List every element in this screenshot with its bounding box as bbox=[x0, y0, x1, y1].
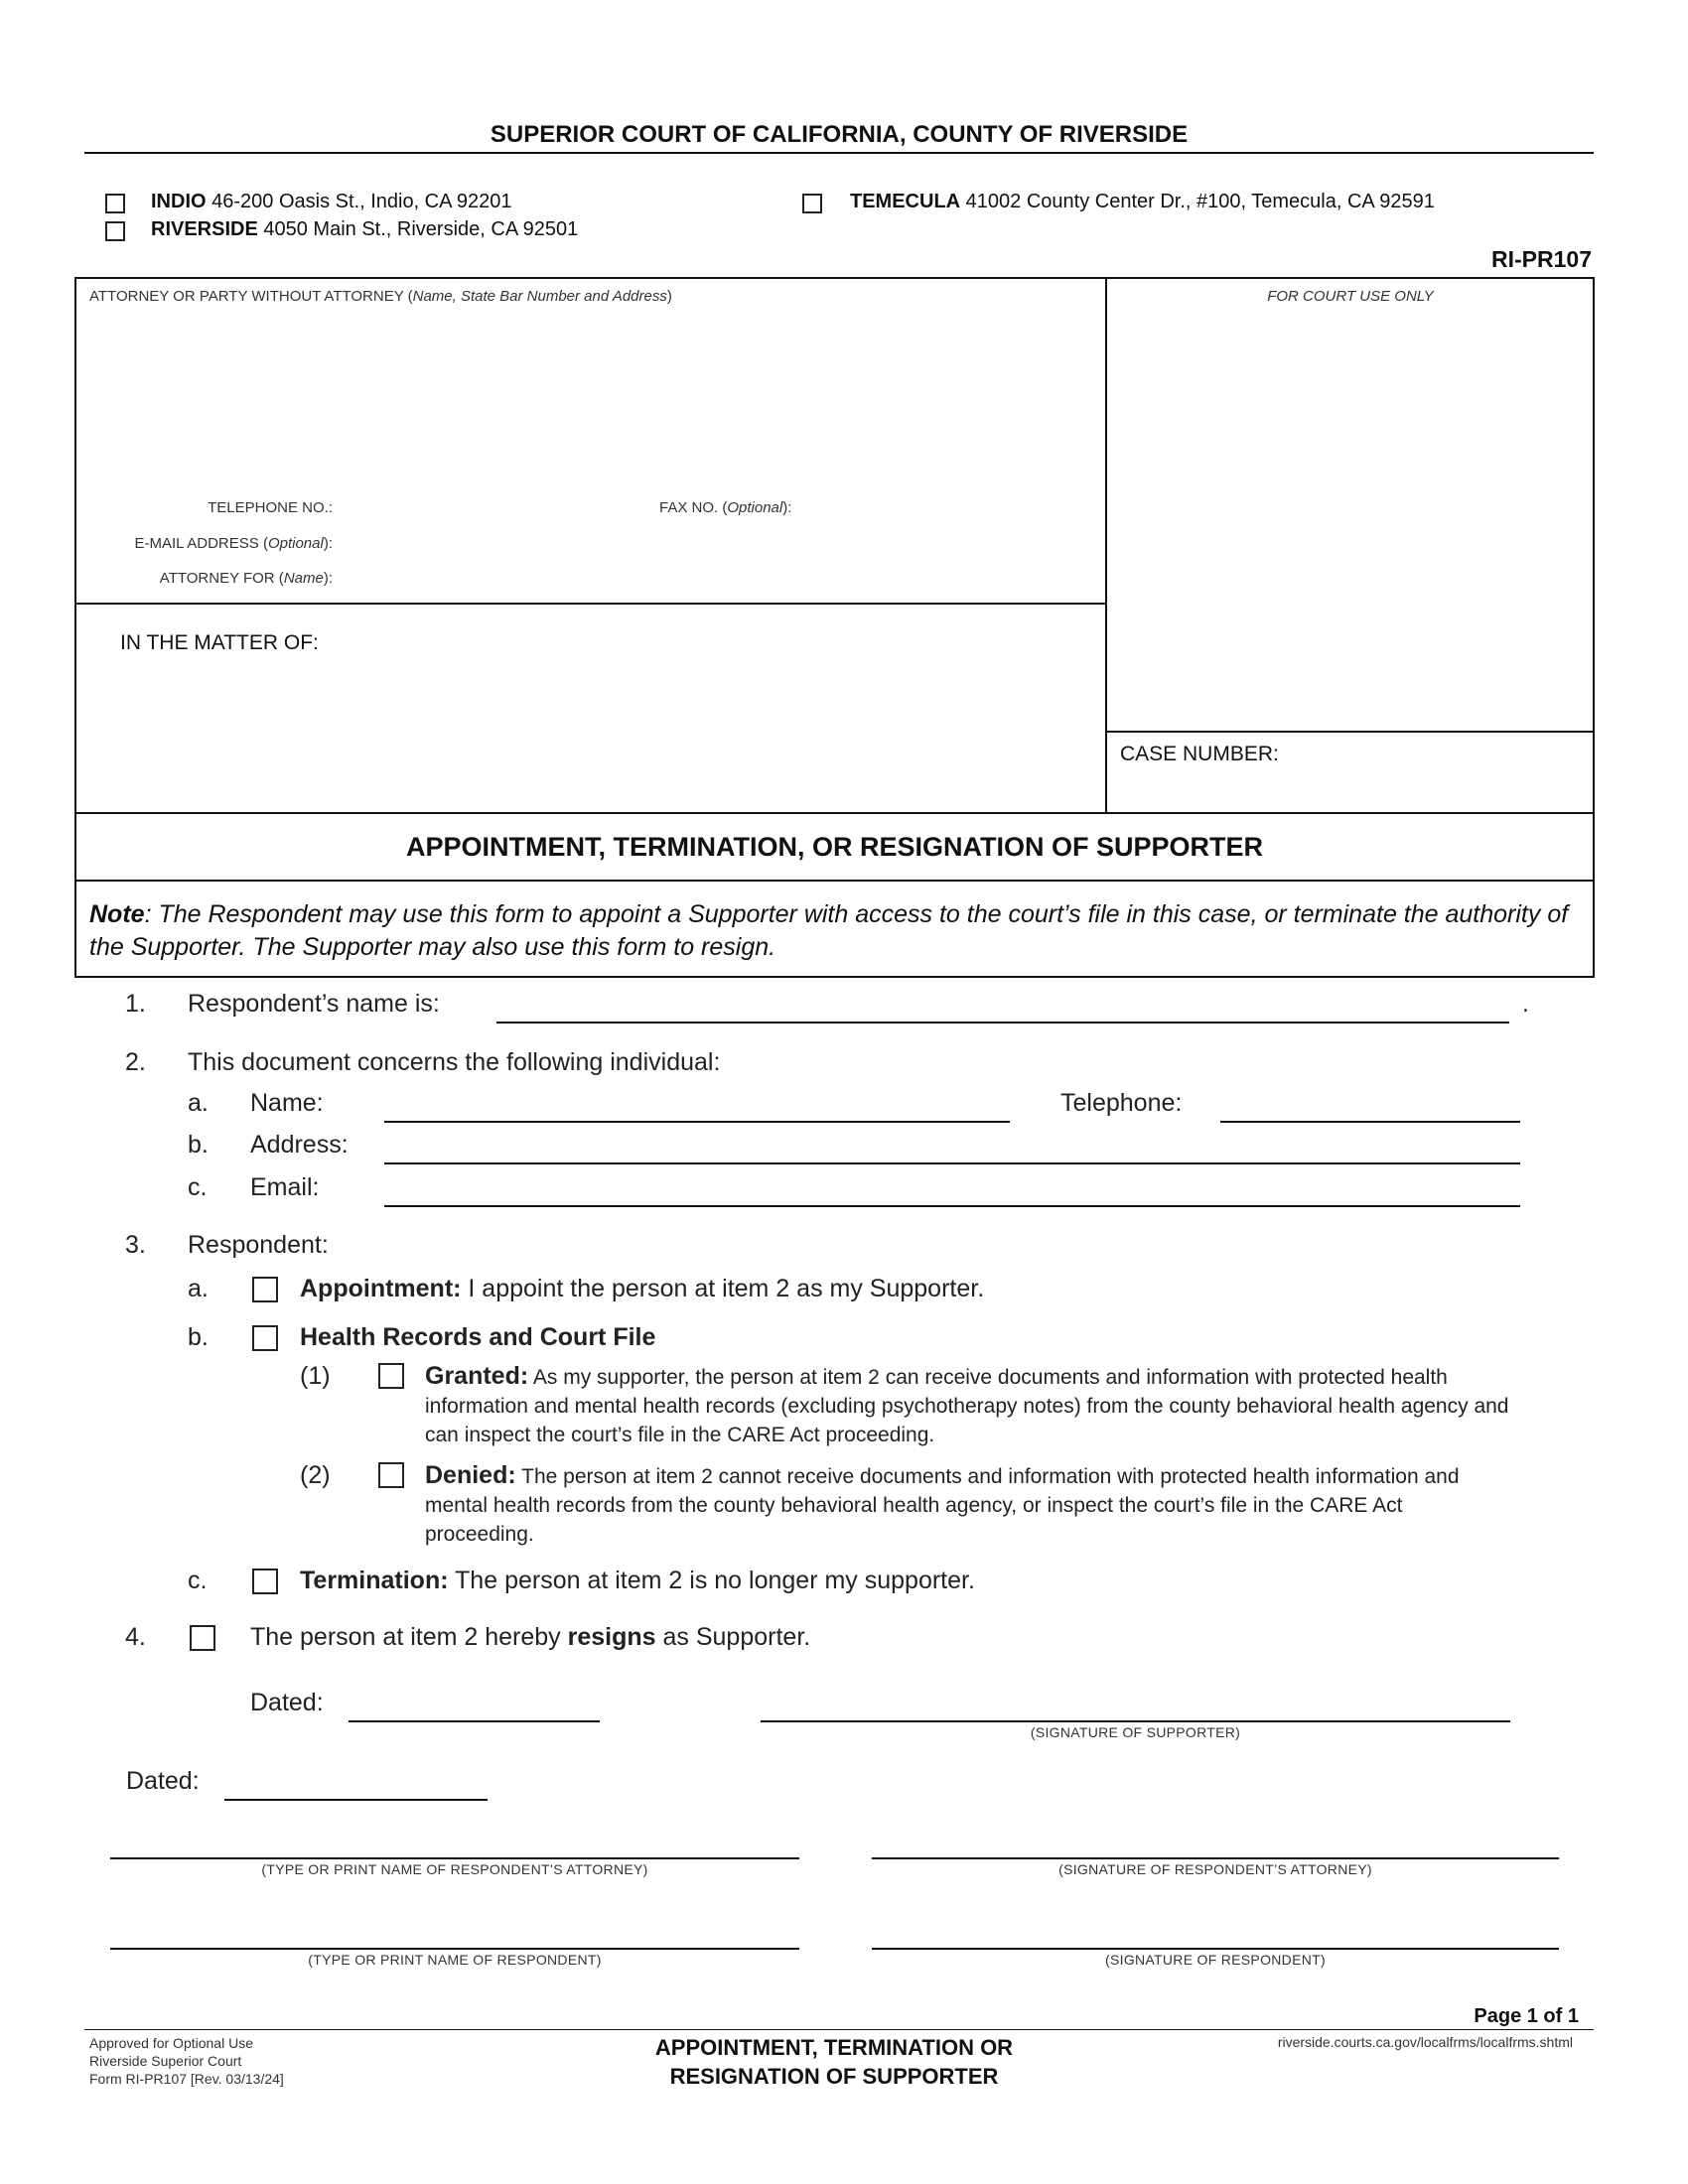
riverside-location bbox=[151, 218, 578, 241]
item2c-letter: c. bbox=[188, 1173, 208, 1201]
item2a-letter: a. bbox=[188, 1089, 209, 1117]
item3b-heading: Health Records and Court File bbox=[300, 1323, 656, 1351]
respondent-name-field[interactable] bbox=[496, 1022, 1509, 1024]
item2-label: This document concerns the following individual: bbox=[188, 1048, 721, 1076]
note bbox=[89, 898, 1584, 964]
respondent-date-field[interactable] bbox=[224, 1799, 488, 1801]
individual-email-field[interactable] bbox=[384, 1205, 1520, 1207]
respondent-dated-label: Dated: bbox=[126, 1767, 200, 1795]
footer-url[interactable]: riverside.courts.ca.gov/localfrms/localfrms.shtml bbox=[1277, 2034, 1573, 2050]
supporter-date-field[interactable] bbox=[349, 1720, 600, 1722]
respondent-signature-field[interactable] bbox=[872, 1948, 1559, 1950]
footer-rule bbox=[84, 2029, 1594, 2030]
item3c-text: Termination: The person at item 2 is no longer my supporter. bbox=[300, 1567, 975, 1594]
header-rule bbox=[84, 152, 1594, 154]
riverside-name: RIVERSIDE bbox=[151, 218, 258, 240]
respondent-name-caption: (TYPE OR PRINT NAME OF RESPONDENT) bbox=[308, 1952, 602, 1968]
title-bottom-rule bbox=[74, 880, 1595, 882]
item1-end: . bbox=[1522, 990, 1529, 1018]
resp-attorney-name-field[interactable] bbox=[110, 1857, 799, 1859]
item3-number: 3. bbox=[125, 1231, 146, 1259]
fax-label: FAX NO. (Optional): bbox=[659, 499, 792, 516]
attorney-box-label: ATTORNEY OR PARTY WITHOUT ATTORNEY (Name, State Bar Number and Address) bbox=[89, 288, 672, 305]
individual-name-field[interactable] bbox=[384, 1121, 1010, 1123]
temecula-location bbox=[850, 191, 1435, 213]
item3b2-number: (2) bbox=[300, 1461, 331, 1489]
attorney-matter-divider bbox=[74, 603, 1107, 605]
granted-checkbox[interactable] bbox=[378, 1363, 404, 1389]
individual-address-field[interactable] bbox=[384, 1162, 1520, 1164]
item2c-label: Email: bbox=[250, 1173, 320, 1201]
footer-title: APPOINTMENT, TERMINATION OR RESIGNATION OF SUPPORTER bbox=[654, 2035, 1014, 2089]
court-title: SUPERIOR COURT OF CALIFORNIA, COUNTY OF RIVERSIDE bbox=[490, 121, 1189, 148]
matter-label: IN THE MATTER OF: bbox=[120, 631, 319, 654]
email-label: E-MAIL ADDRESS (Optional): bbox=[134, 535, 333, 552]
court-use-divider bbox=[1105, 277, 1107, 814]
riverside-checkbox[interactable] bbox=[105, 221, 125, 241]
supporter-signature-field[interactable] bbox=[761, 1720, 1510, 1722]
caption-box bbox=[74, 277, 1595, 978]
item1-label: Respondent’s name is: bbox=[188, 990, 440, 1018]
case-number-divider bbox=[1105, 731, 1595, 733]
item1-number: 1. bbox=[125, 990, 146, 1018]
individual-telephone-field[interactable] bbox=[1220, 1121, 1520, 1123]
item3b1-text: Granted: As my supporter, the person at item 2 can receive documents and information with protected health information and mental health records (excluding psychotherapy notes) from the county behavioral health agency and can inspect the court’s file in the CARE Act proceeding. bbox=[425, 1362, 1509, 1446]
denied-checkbox[interactable] bbox=[378, 1462, 404, 1488]
termination-checkbox[interactable] bbox=[252, 1569, 278, 1594]
item3a-letter: a. bbox=[188, 1275, 209, 1302]
temecula-checkbox[interactable] bbox=[802, 194, 822, 213]
item3b1-number: (1) bbox=[300, 1362, 331, 1390]
health-records-checkbox[interactable] bbox=[252, 1325, 278, 1351]
indio-location bbox=[151, 191, 512, 213]
item3a-text: Appointment: I appoint the person at item 2 as my Supporter. bbox=[300, 1275, 985, 1302]
item3c-letter: c. bbox=[188, 1567, 208, 1594]
respondent-signature-caption: (SIGNATURE OF RESPONDENT) bbox=[1105, 1952, 1326, 1968]
item2-number: 2. bbox=[125, 1048, 146, 1076]
telephone-label-item2: Telephone: bbox=[1060, 1089, 1183, 1117]
temecula-name: TEMECULA bbox=[850, 191, 961, 212]
form-title: APPOINTMENT, TERMINATION, OR RESIGNATION OF SUPPORTER bbox=[405, 832, 1264, 862]
riverside-address: 4050 Main St., Riverside, CA 92501 bbox=[263, 218, 579, 240]
temecula-address: 41002 County Center Dr., #100, Temecula, CA 92591 bbox=[965, 191, 1435, 212]
form-id: RI-PR107 bbox=[1491, 246, 1592, 272]
indio-checkbox[interactable] bbox=[105, 194, 125, 213]
item4-number: 4. bbox=[125, 1623, 146, 1651]
note-label: Note bbox=[89, 900, 145, 928]
attorney-for-label: ATTORNEY FOR (Name): bbox=[159, 570, 333, 587]
item2b-letter: b. bbox=[188, 1131, 209, 1159]
case-number-label: CASE NUMBER: bbox=[1120, 743, 1279, 765]
resp-attorney-signature-caption: (SIGNATURE OF RESPONDENT’S ATTORNEY) bbox=[1058, 1861, 1372, 1877]
item3b2-text: Denied: The person at item 2 cannot receive documents and information with protected health information and mental health records from the county behavioral health agency, or inspect the court’s file in the CARE Act proceeding. bbox=[425, 1461, 1460, 1546]
item3-label: Respondent: bbox=[188, 1231, 329, 1259]
supporter-dated-label: Dated: bbox=[250, 1689, 324, 1716]
court-use-label: FOR COURT USE ONLY bbox=[1267, 288, 1434, 305]
item4-text: The person at item 2 hereby resigns as Supporter. bbox=[250, 1623, 811, 1651]
item2b-label: Address: bbox=[250, 1131, 349, 1159]
respondent-name-print-field[interactable] bbox=[110, 1948, 799, 1950]
appointment-checkbox[interactable] bbox=[252, 1277, 278, 1302]
resign-checkbox[interactable] bbox=[190, 1625, 215, 1651]
indio-address: 46-200 Oasis St., Indio, CA 92201 bbox=[211, 191, 512, 212]
indio-name: INDIO bbox=[151, 191, 207, 212]
resp-attorney-name-caption: (TYPE OR PRINT NAME OF RESPONDENT’S ATTORNEY) bbox=[261, 1861, 648, 1877]
supporter-signature-caption: (SIGNATURE OF SUPPORTER) bbox=[1030, 1724, 1241, 1740]
note-text: : The Respondent may use this form to appoint a Supporter with access to the court’s file in this case, or terminate the authority of the Supporter. The Supporter may also use this form to resign. bbox=[89, 900, 1569, 961]
item2a-label: Name: bbox=[250, 1089, 324, 1117]
item3b-letter: b. bbox=[188, 1323, 209, 1351]
title-top-rule bbox=[74, 812, 1595, 814]
page-number: Page 1 of 1 bbox=[1474, 2005, 1579, 2027]
resp-attorney-signature-field[interactable] bbox=[872, 1857, 1559, 1859]
approved-note: Approved for Optional Use Riverside Superior Court Form RI-PR107 [Rev. 03/13/24] bbox=[89, 2035, 284, 2087]
telephone-label: TELEPHONE NO.: bbox=[208, 499, 333, 516]
